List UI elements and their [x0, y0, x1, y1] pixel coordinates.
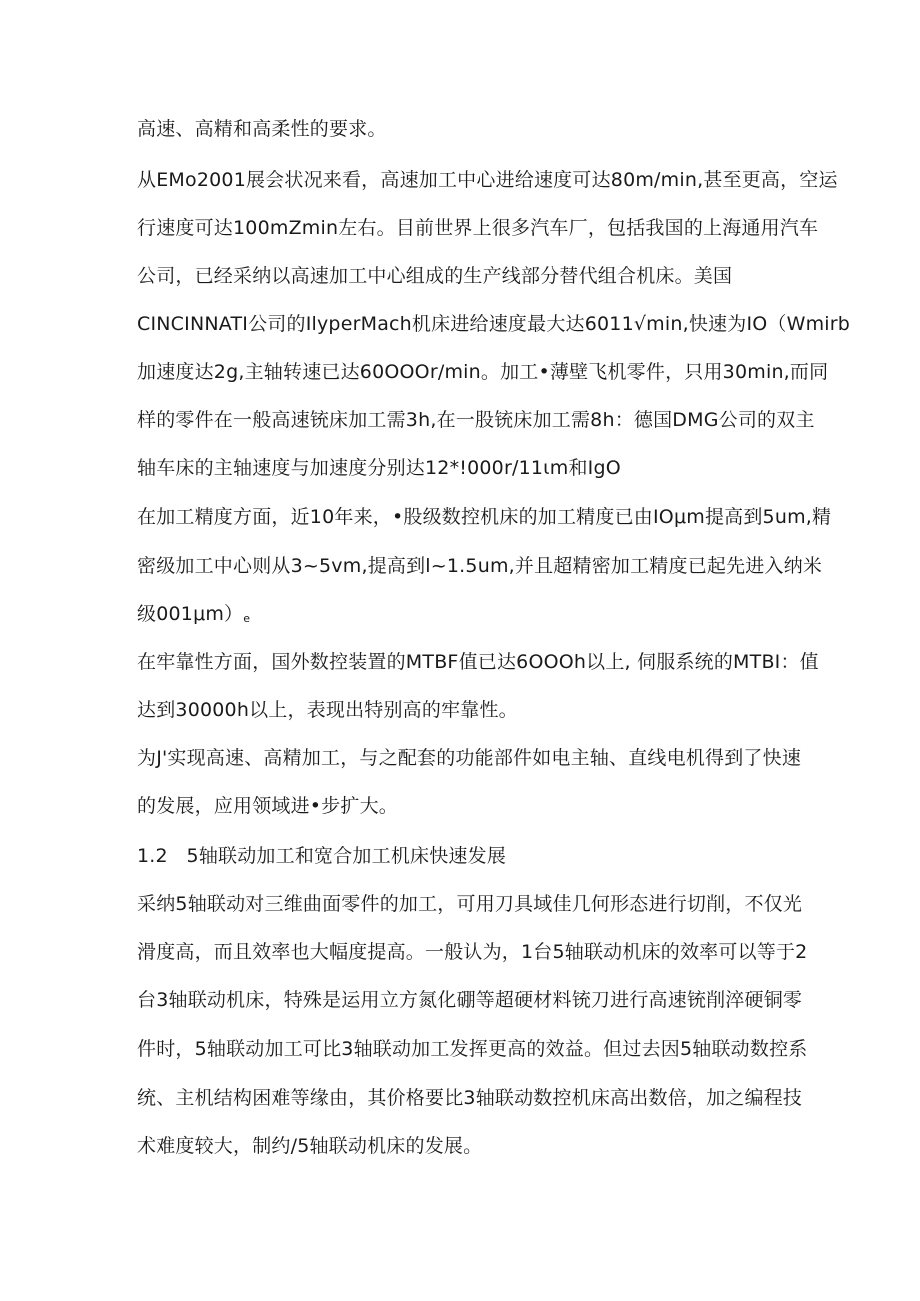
- text-line-content: 级001μm）: [137, 603, 244, 625]
- trailing-mark: e: [243, 612, 251, 625]
- text-line: 从EMo2001展会状况来看，高速加工中心进给速度可达80m∕min,甚至更高，空运: [137, 169, 838, 191]
- section-heading: 1.2 5轴联动加工和宽合加工机床快速发展: [137, 845, 507, 867]
- text-line: 术难度较大，制约/5轴联动机床的发展。: [137, 1135, 483, 1157]
- text-line: 统、主机结构困难等缘由，其价格要比3轴联动数控机床高出数倍，加之编程技: [137, 1087, 803, 1109]
- text-line: 加速度达2g,主轴转速已达60OOOr/min。加工•薄壁飞机零件，只用30min,而同: [137, 361, 829, 383]
- text-line: 密级加工中心则从3~5vm,提高到l~1.5um,并且超精密加工精度已起先进入纳米: [137, 555, 823, 577]
- text-line: 公司，已经采纳以高速加工中心组成的生产线部分替代组合机床。美国: [137, 265, 733, 287]
- text-line: 滑度高，而且效率也大幅度提高。一般认为，1台5轴联动机床的效率可以等于2: [137, 941, 808, 963]
- text-line: 台3轴联动机床，特殊是运用立方氮化硼等超硬材料铳刀进行高速铳削淬硬铜零: [137, 989, 803, 1011]
- text-line: 达到30000h以上，表现出特别高的牢靠性。: [137, 699, 518, 721]
- text-line: 高速、高精和高柔性的要求。: [137, 118, 387, 140]
- text-line: 行速度可达100mZmin左右。目前世界上很多汽车厂，包括我国的上海通用汽车: [137, 217, 819, 239]
- text-line: 的发展，应用领域进•步扩大。: [137, 795, 399, 817]
- text-line: 为J'实现高速、高精加工，与之配套的功能部件如电主轴、直线电机得到了快速: [137, 747, 802, 769]
- text-line: 样的零件在一般高速铳床加工需3h,在一股铳床加工需8h：德国DMG公司的双主: [137, 409, 815, 431]
- text-line: 在加工精度方面，近10年来，•股级数控机床的加工精度已由IOμm提高到5um,精: [137, 506, 832, 528]
- text-line: 采纳5轴联动对三维曲面零件的加工，可用刀具域佳几何形态进行切削，不仅光: [137, 893, 803, 915]
- text-line: 在牢靠性方面，国外数控装置的MTBF值已达6OOOh以上, 伺服系统的MTBI：值: [137, 651, 819, 673]
- text-line-with-mark: [137, 601, 250, 632]
- text-line: 件时，5轴联动加工可比3轴联动加工发挥更高的效益。但过去因5轴联动数控系: [137, 1038, 808, 1060]
- text-line: CINCINNATI公司的IlyperMach机床进给速度最大达6011√min,快速为IO（Wmirb: [137, 313, 851, 335]
- text-line: 轴车床的主轴速度与加速度分别达12*!000r∕11ιm和IgO: [137, 457, 621, 479]
